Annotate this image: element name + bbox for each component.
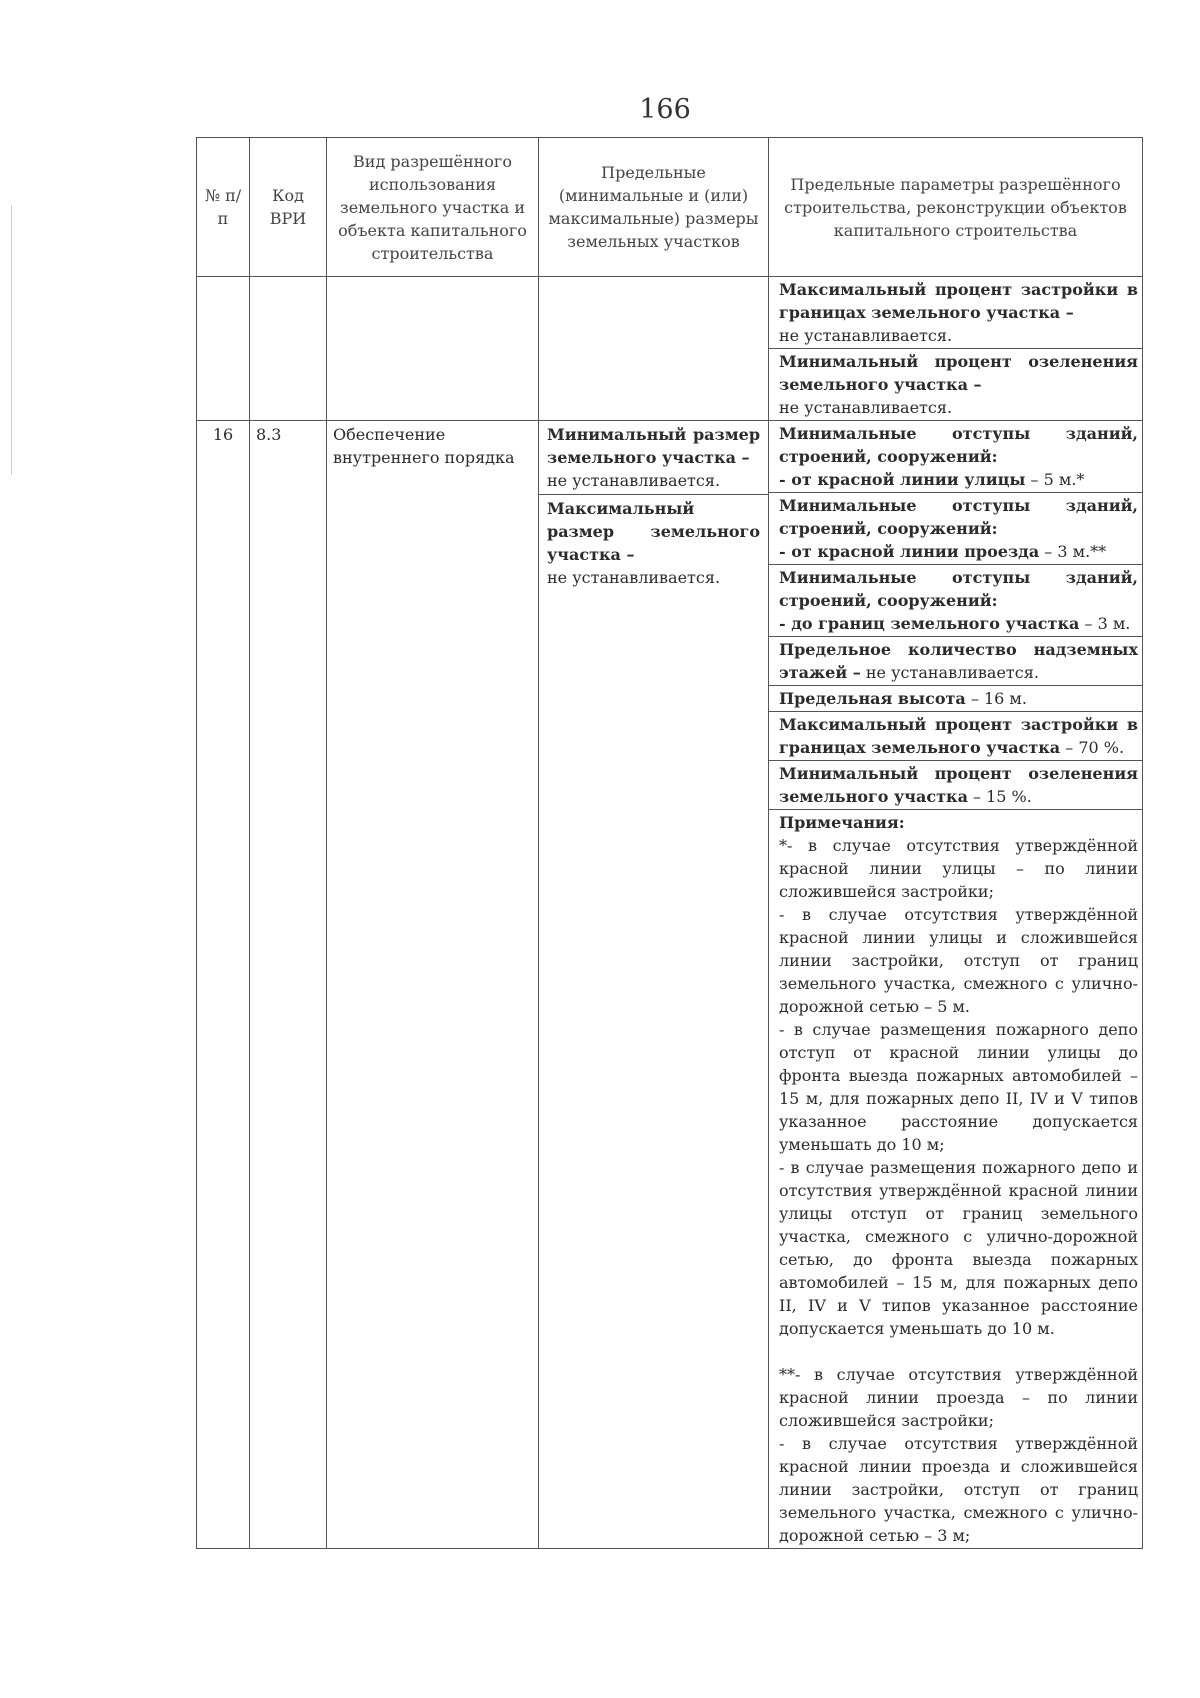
param-sub: - от красной линии проезда xyxy=(779,542,1040,561)
param-sub: - до границ земельного участка xyxy=(779,614,1080,633)
param-value: – 5 м.* xyxy=(1025,470,1085,489)
min-size-block xyxy=(539,421,768,495)
param-label: Максимальный процент застройки в границах земельного участка – xyxy=(779,280,1138,322)
note-item: **- в случае отсутствия утверждённой красной линии проезда – по линии сложившейся застройки; xyxy=(779,1365,1138,1430)
param-cell xyxy=(769,712,1143,761)
param-value: – 3 м. xyxy=(1079,614,1131,633)
continuation-row xyxy=(197,277,1143,349)
param-value: – 15 %. xyxy=(967,787,1032,806)
param-cell xyxy=(769,637,1143,686)
param-cell xyxy=(769,565,1143,637)
param-cell xyxy=(769,686,1143,712)
param-label: Максимальный процент застройки в границах земельного участка xyxy=(779,715,1138,757)
param-label: Предельная высота xyxy=(779,689,966,708)
header-code: Код ВРИ xyxy=(250,138,327,277)
cont-code-cell xyxy=(250,277,327,421)
param-value: – 3 м.** xyxy=(1039,542,1107,561)
header-params: Предельные параметры разрешённого строительства, реконструкции объектов капитального строительства xyxy=(769,138,1143,277)
param-cell xyxy=(769,421,1143,493)
header-num: № п/п xyxy=(197,138,250,277)
note-item: - в случае отсутствия утверждённой красной линии улицы и сложившейся линии застройки, отступ от границ земельного участка, смежного с улично-дорожной сетью – 5 м. xyxy=(779,905,1138,1016)
notes-title: Примечания: xyxy=(779,813,905,832)
param-label: Минимальный процент озеленения земельного участка xyxy=(779,764,1138,806)
cont-use-cell xyxy=(327,277,539,421)
cont-param-cell xyxy=(769,349,1143,421)
note-item: - в случае отсутствия утверждённой красной линии проезда и сложившейся линии застройки, отступ от границ земельного участка, смежного с улично-дорожной сетью – 3 м; xyxy=(779,1434,1138,1545)
param-label: Предельное количество надземных этажей – xyxy=(779,640,1138,682)
header-use: Вид разрешённого использования земельного участка и объекта капитального строительства xyxy=(327,138,539,277)
param-value: – 16 м. xyxy=(965,689,1027,708)
param-value: не устанавливается. xyxy=(779,326,953,345)
param-cell xyxy=(769,493,1143,565)
param-cell xyxy=(769,761,1143,810)
param-sub: - от красной линии улицы xyxy=(779,470,1026,489)
min-size-label: Минимальный размер земельного участка – xyxy=(547,425,760,467)
zoning-table xyxy=(196,137,1143,1549)
notes-cell xyxy=(769,810,1143,1549)
notes-spacer xyxy=(779,1340,1138,1363)
scan-edge-line xyxy=(11,205,12,475)
param-label: Минимальные отступы зданий, строений, сооружений: xyxy=(779,496,1138,538)
row-use: Обеспечение внутреннего порядка xyxy=(327,421,539,1549)
note-item: - в случае размещения пожарного депо отступ от красной линии улицы до фронта выезда пожарных автомобилей – 15 м, для пожарных депо II, IV и V типов указанное расстояние допускается уменьшать до 10 м; xyxy=(779,1020,1138,1154)
param-label: Минимальные отступы зданий, строений, сооружений: xyxy=(779,568,1138,610)
note-item: - в случае размещения пожарного депо и отсутствия утверждённой красной линии улицы отступ от границ земельного участка, смежного с улично-дорожной сетью, до фронта выезда пожарных автомобилей – 15 м, для пожарных депо II, IV и V типов указанное расстояние допускается уменьшать до 10 м. xyxy=(779,1158,1138,1338)
cont-param-cell xyxy=(769,277,1143,349)
row-code: 8.3 xyxy=(250,421,327,1549)
param-value: не устанавливается. xyxy=(860,663,1039,682)
cont-sizes-cell xyxy=(539,277,769,421)
param-value: – 70 %. xyxy=(1060,738,1125,757)
table-row xyxy=(197,421,1143,493)
header-sizes: Предельные (минимальные и (или) максимальные) размеры земельных участков xyxy=(539,138,769,277)
cont-num-cell xyxy=(197,277,250,421)
param-label: Минимальные отступы зданий, строений, сооружений: xyxy=(779,424,1138,466)
max-size-value: не устанавливается. xyxy=(547,568,721,587)
header-row xyxy=(197,138,1143,277)
max-size-block xyxy=(539,495,768,591)
max-size-label: Максимальный размер земельного участка – xyxy=(547,499,760,564)
row-sizes xyxy=(539,421,769,1549)
page-number: 166 xyxy=(639,94,691,125)
row-num: 16 xyxy=(197,421,250,1549)
min-size-value: не устанавливается. xyxy=(547,471,721,490)
note-item: *- в случае отсутствия утверждённой красной линии улицы – по линии сложившейся застройки; xyxy=(779,836,1138,901)
param-label: Минимальный процент озеленения земельного участка – xyxy=(779,352,1138,394)
param-value: не устанавливается. xyxy=(779,398,953,417)
